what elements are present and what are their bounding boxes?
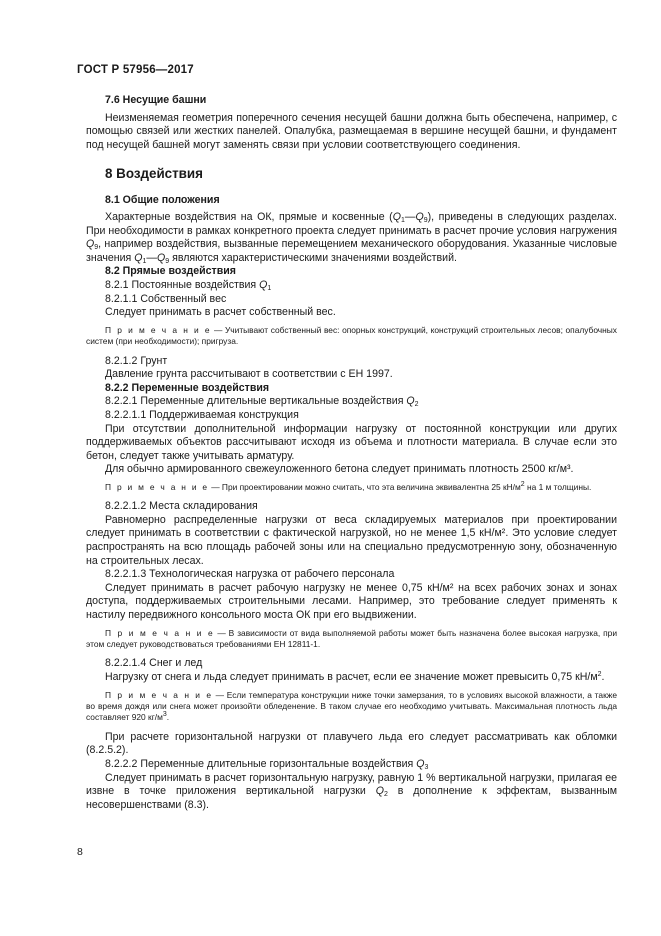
page-content xyxy=(86,94,617,812)
heading-8-2-2-1-1: 8.2.2.1.1 Поддерживаемая конструкция xyxy=(105,408,299,421)
paragraph-7-6: Неизменяемая геометрия поперечного сечения несущей башни должна быть обеспечена, например, с помощью связей или жестких панелей. Опалубка, размещаемая в вершине несущей башни, и фундамент под несущей башней могут заменять связи при условии соответствующего соединения. xyxy=(86,111,617,151)
paragraph-floating-ice: При расчете горизонтальной нагрузки от плавучего льда его следует рассматривать как обломки (8.2.5.2). xyxy=(86,730,617,757)
note-4: П р и м е ч а н и е — Если температура конструкции ниже точки замерзания, то в условиях высокой влажности, а также во время дождя или снега может произойти обледенение. В таком случае его необходимо учитывать. Максимальная плотность льда составляет 920 $кг/м^3$. xyxy=(86,689,617,723)
paragraph-8-2-2-1-3: Следует принимать в расчет рабочую нагрузку не менее 0,75 кН/м² на всех рабочих зонах и зонах доступа, поддерживаемых строительными лесами. Например, это требование следует применять к настилу передвижного консольного моста ОК при его выдвижении. xyxy=(86,581,617,622)
page-number: 8 xyxy=(77,846,83,858)
note-3: П р и м е ч а н и е — В зависимости от вида выполняемой работы может быть назначена более высокая нагрузка, при этом следует руководствоваться требованиями ЕН 12811-1. xyxy=(86,627,617,650)
paragraph-8-2-2-1-1a: При отсутствии дополнительной информации нагрузку от постоянной конструкции или других поддерживаемых объектов рассчитывают исходя из объема и плотности материала. В случае если это бетон, следует также учитывать арматуру. xyxy=(86,422,617,462)
paragraph-8-2-2-2: Следует принимать в расчет горизонтальную нагрузку, равную 1 % вертикальной нагрузки, прилагая ее извне в точке приложения вертикальной нагрузки $Q_2$ в дополнение к эффектам, вызванным несовершенствами (8.3). xyxy=(86,771,617,811)
heading-8-2-2-1-4: 8.2.2.1.4 Снег и лед xyxy=(105,657,203,670)
heading-8-2-1: 8.2.1 Постоянные воздействия $Q_1$ xyxy=(105,278,272,292)
paragraph-8-2-1-1: Следует принимать в расчет собственный вес. xyxy=(105,306,336,319)
paragraph-8-2-1-2: Давление грунта рассчитывают в соответствии с ЕН 1997. xyxy=(105,368,393,381)
heading-8-1: 8.1 Общие положения xyxy=(105,194,220,207)
heading-8-2-2-1: 8.2.2.1 Переменные длительные вертикальные воздействия $Q_2$ xyxy=(105,395,419,409)
heading-8-2-1-2: 8.2.1.2 Грунт xyxy=(105,354,168,367)
note-1: П р и м е ч а н и е — Учитывают собственный вес: опорных конструкций, конструкций строительных лесов; опалубочных систем (при необходимости); пригруза. xyxy=(86,324,617,347)
heading-7-6: 7.6 Несущие башни xyxy=(105,94,207,106)
heading-8-2-1-1: 8.2.1.1 Собственный вес xyxy=(105,292,227,305)
heading-8-2-2-1-3: 8.2.2.1.3 Технологическая нагрузка от рабочего персонала xyxy=(105,568,395,581)
heading-8-2: 8.2 Прямые воздействия xyxy=(105,265,236,278)
paragraph-8-2-2-1-2: Равномерно распределенные нагрузки от веса складируемых материалов при проектировании следует принимать в соответствии с фактической нагрузкой, но не менее 1,5 кН/м². Это условие следует распространять на всю площадь рабочей зоны или на специально предусмотренную зону, обозначенную на строительных лесах. xyxy=(86,513,617,567)
heading-8-2-2-2: 8.2.2.2 Переменные длительные горизонтальные воздействия $Q_3$ xyxy=(105,758,429,772)
heading-8-2-2: 8.2.2 Переменные воздействия xyxy=(105,381,270,394)
heading-8: 8 Воздействия xyxy=(105,166,203,182)
paragraph-8-2-2-1-1b: Для обычно армированного свежеуложенного бетона следует принимать плотность 2500 кг/м³. xyxy=(105,463,574,476)
paragraph-8-1: Характерные воздействия на ОК, прямые и косвенные $(Q_1—Q_9)$, приведены в следующих разделах. При необходимости в рамках конкретного проекта следует принимать в расчет прочие условия нагружения $Q_9$, например воздействия, вызванные перемещением механического оборудования. Указанные числовые значения $Q_1—Q_9$ являются характеристическими значениями воздействий. xyxy=(86,210,617,265)
document-header: ГОСТ Р 57956—2017 xyxy=(77,64,194,76)
note-2: П р и м е ч а н и е — При проектировании можно считать, что эта величина эквивалентна 25 $кН/м^2$ на 1 м толщины. xyxy=(105,480,592,492)
paragraph-8-2-2-1-4: Нагрузку от снега и льда следует принимать в расчет, если ее значение может превысить 0,75 $кН/м^2$. xyxy=(105,671,605,684)
heading-8-2-2-1-2: 8.2.2.1.2 Места складирования xyxy=(105,500,258,513)
